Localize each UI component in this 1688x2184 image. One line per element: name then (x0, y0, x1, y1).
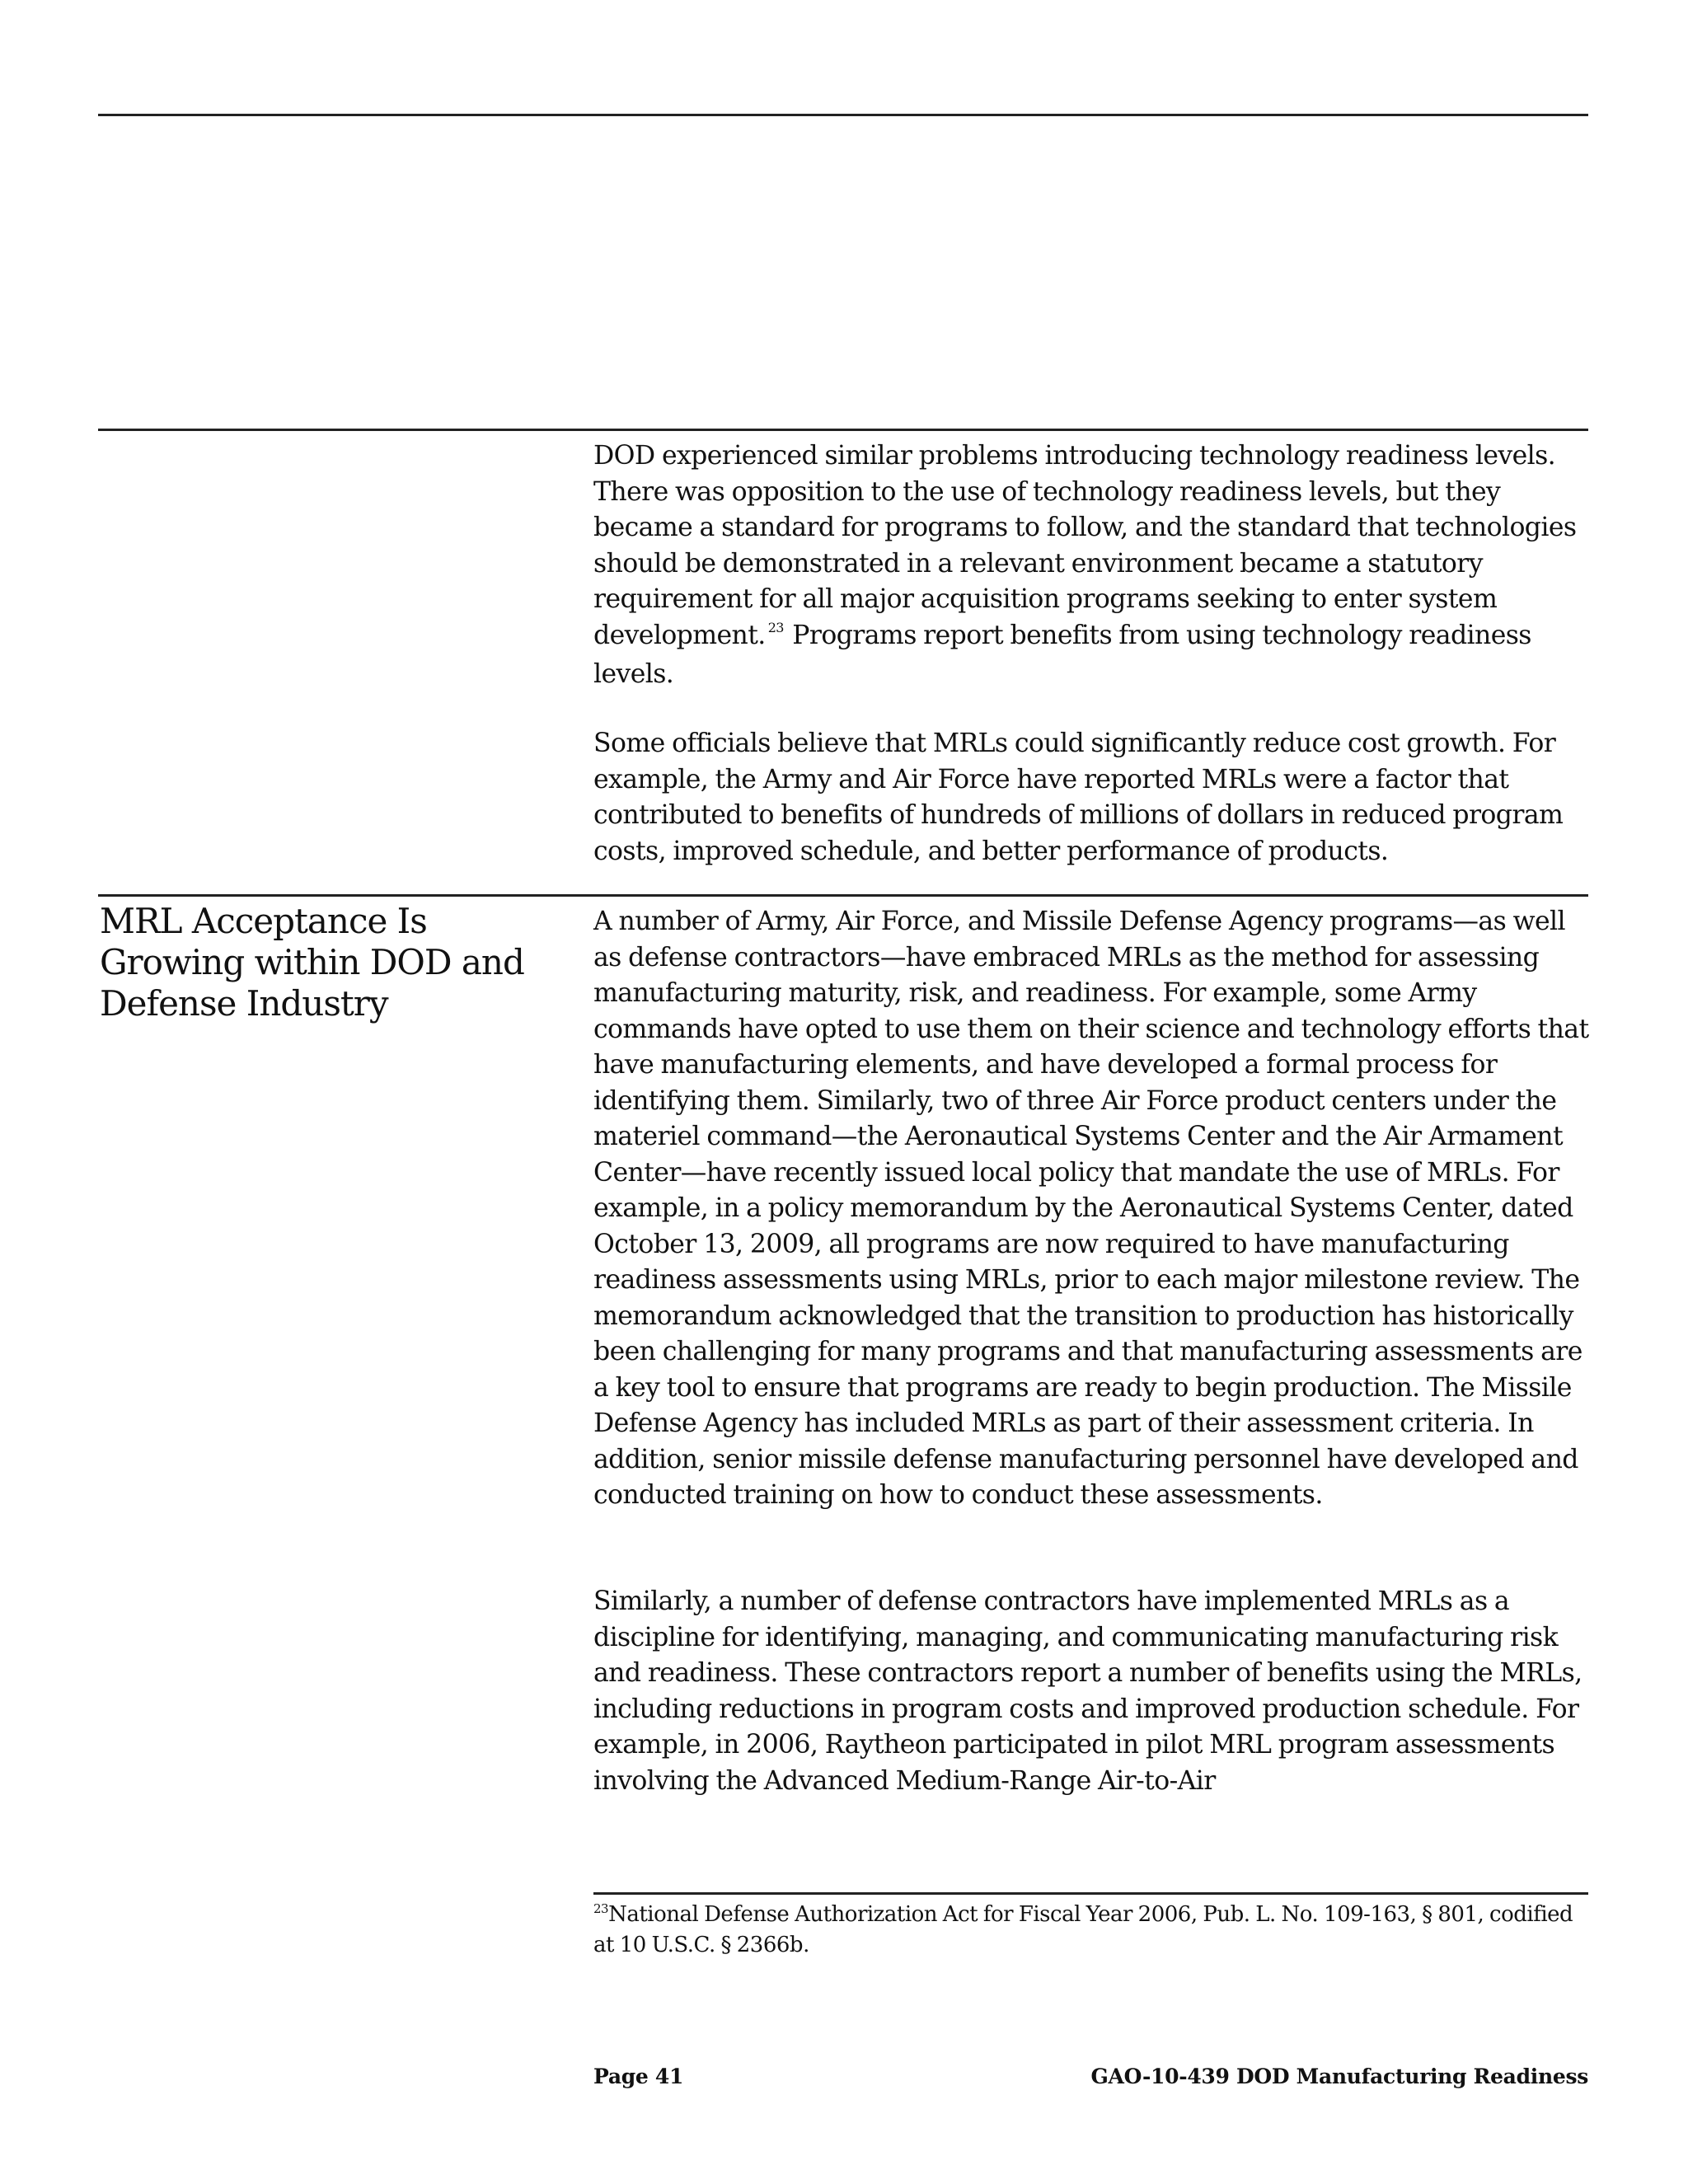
body-paragraph (593, 726, 1591, 869)
section-divider (98, 429, 1588, 431)
paragraph-text: DOD experienced similar problems introducing technology readiness levels. There was opposition to the use of technology readiness levels, but they became a standard for programs to follow, and the standard that technologies should be demonstrated in a relevant environment became a statutory requirement for all major acquisition programs seeking to enter system development. (593, 441, 1577, 650)
body-paragraph (593, 438, 1591, 693)
paragraph-text: Some officials believe that MRLs could significantly reduce cost growth. For example, the Army and Air Force have reported MRLs were a factor that contributed to benefits of hundreds of millions of dollars in reduced program costs, improved schedule, and better performance of products. (593, 729, 1564, 866)
page-number: Page 41 (593, 2064, 684, 2088)
top-rule (98, 114, 1588, 116)
section-heading: MRL Acceptance Is Growing within DOD and Defense Industry (100, 901, 524, 1024)
report-id: GAO-10-439 DOD Manufacturing Readiness (1090, 2064, 1588, 2088)
section-divider (98, 894, 1588, 897)
page-footer (593, 2064, 1588, 2093)
footnote-text: National Defense Authorization Act for Fiscal Year 2006, Pub. L. No. 109-163, § 801, codified at 10 U.S.C. § 2366b. (593, 1902, 1573, 1957)
paragraph-text: Programs report benefits from using technology readiness levels. (593, 620, 1531, 689)
body-paragraph (593, 1584, 1591, 1799)
paragraph-text: Similarly, a number of defense contractors have implemented MRLs as a discipline for identifying, managing, and communicating manufacturing risk and readiness. These contractors report a number of benefits using the MRLs, including reductions in program costs and improved production schedule. For example, in 2006, Raytheon participated in pilot MRL program assessments involving the Advanced Medium-Range Air-to-Air (593, 1586, 1582, 1796)
footnote-reference[interactable]: 23 (767, 619, 784, 635)
paragraph-text: A number of Army, Air Force, and Missile Defense Agency programs—as well as defense contractors—have embraced MRLs as the method for assessing manufacturing maturity, risk, and readiness. For example, some Army commands have opted to use them on their science and technology efforts that have manufacturing elements, and have developed a formal process for identifying them. Similarly, two of three Air Force product centers under the materiel command—the Aeronautical Systems Center and the Air Armament Center—have recently issued local policy that mandate the use of MRLs. For example, in a policy memorandum by the Aeronautical Systems Center, dated October 13, 2009, all programs are now required to have manufacturing readiness assessments using MRLs, prior to each major milestone review. The memorandum acknowledged that the transition to production has historically been challenging for many programs and that manufacturing assessments are a key tool to ensure that programs are ready to begin production. The Missile Defense Agency has included MRLs as part of their assessment criteria. In addition, senior missile defense manufacturing personnel have developed and conducted training on how to conduct these assessments. (593, 907, 1589, 1510)
footnote-rule (593, 1892, 1588, 1895)
footnote (593, 1900, 1591, 1959)
footnote-number: 23 (593, 1901, 609, 1916)
body-paragraph (593, 904, 1591, 1514)
